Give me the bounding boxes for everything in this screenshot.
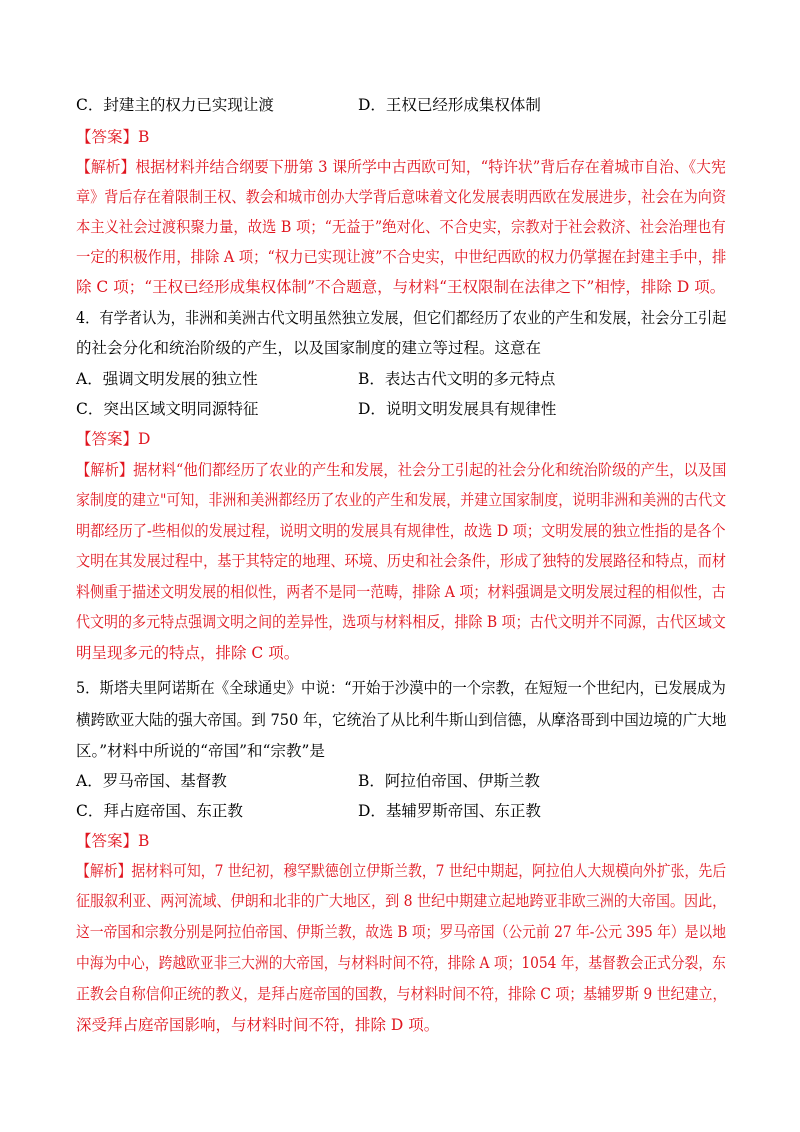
q5-option-b: B．阿拉伯帝国、伊斯兰教 — [358, 772, 540, 790]
q4-analysis-line: 家制度的建立"可知，非洲和美洲都经历了农业的产生和发展，并建立国家制度，说明非洲和美洲的古代文 — [76, 491, 727, 509]
q5-analysis-line: 中海为中心，跨越欧亚非三大洲的大帝国，与材料时间不符，排除 A 项；1054 年，基督教会正式分裂，东 — [76, 954, 726, 972]
q3-analysis-line: 除 C 项；“王权已经形成集权体制”不合题意，与材料“王权限制在法律之下”相悖，排除 D 项。 — [76, 278, 726, 296]
q5-analysis-line: 征服叙利亚、两河流域、伊朗和北非的广大地区，到 8 世纪中期建立起地跨亚非欧三洲的大帝国。因此， — [76, 892, 727, 910]
q4-option-b: B．表达古代文明的多元特点 — [358, 370, 556, 388]
q4-options-row-ab — [76, 368, 726, 390]
q5-stem-line: 横跨欧亚大陆的强大帝国。到 750 年，它统治了从比利牛斯山到信德，从摩洛哥到中国边境的广大地 — [76, 711, 727, 729]
q4-stem-line: 4．有学者认为，非洲和美洲古代文明虽然独立发展，但它们都经历了农业的产生和发展，社会分工引起 — [76, 309, 727, 327]
q4-options-row-cd — [76, 398, 726, 420]
q3-analysis-line: 本主义社会过渡积聚力量，故选 B 项；“无益于”绝对化、不合史实，宗教对于社会救济、社会治理也有 — [76, 218, 726, 236]
q5-option-a: A．罗马帝国、基督教 — [76, 772, 227, 790]
q4-analysis-line: 明呈现多元的特点，排除 C 项。 — [76, 644, 300, 662]
q5-options-row-ab — [76, 770, 726, 792]
q5-options-row-cd — [76, 800, 726, 822]
q5-stem-line: 区。”材料中所说的“帝国”和“宗教”是 — [76, 742, 325, 760]
q4-analysis-line: 文明在其发展过程中，基于其特定的地理、环境、历史和社会条件，形成了独特的发展路径和特点，而材 — [76, 552, 727, 570]
q3-options-row-cd — [76, 94, 726, 116]
q4-answer: 【答案】D — [76, 430, 151, 448]
q5-analysis-line: 深受拜占庭帝国影响，与材料时间不符，排除 D 项。 — [76, 1016, 440, 1034]
q4-analysis-line: 明都经历了-些相似的发展过程，说明文明的发展具有规律性，故选 D 项；文明发展的独立性指的是各个 — [76, 522, 726, 540]
q4-option-a: A．强调文明发展的独立性 — [76, 370, 258, 388]
q4-analysis-line: 代文明的多元特点强调文明之间的差异性，选项与材料相反，排除 B 项；古代文明并不同源，古代区域文 — [76, 613, 726, 631]
q3-analysis-line: 【解析】根据材料并结合纲要下册第 3 课所学中古西欧可知，“特许状”背后存在着城市自治、《大宪 — [76, 158, 726, 176]
q3-analysis-line: 章》背后存在着限制王权、教会和城市创办大学背后意味着文化发展表明西欧在发展进步，社会在为向资 — [76, 188, 727, 206]
q4-stem-line: 的社会分化和统治阶级的产生，以及国家制度的建立等过程。这意在 — [76, 339, 542, 357]
q5-option-c: C．拜占庭帝国、东正教 — [76, 802, 243, 820]
q5-analysis-line: 正教会自称信仰正统的教义，是拜占庭帝国的国教，与材料时间不符，排除 C 项；基辅罗斯 9 世纪建立， — [76, 985, 727, 1003]
q3-option-d: D．王权已经形成集权体制 — [358, 96, 541, 114]
q5-answer: 【答案】B — [76, 832, 150, 850]
q4-analysis-line: 料侧重于描述文明发展的相似性，两者不是同一范畴，排除 A 项；材料强调是文明发展过程的相似性，古 — [76, 583, 726, 601]
q3-analysis-line: 一定的积极作用，排除 A 项；“权力已实现让渡”不合史实，中世纪西欧的权力仍掌握在封建主手中，排 — [76, 248, 727, 266]
q3-answer: 【答案】B — [76, 128, 150, 146]
q5-option-d: D．基辅罗斯帝国、东正教 — [358, 802, 541, 820]
q4-option-c: C．突出区域文明同源特征 — [76, 400, 259, 418]
q5-analysis-line: 这一帝国和宗教分别是阿拉伯帝国、伊斯兰教，故选 B 项；罗马帝国（公元前 27 年-公元 395 年）是以地 — [76, 923, 727, 941]
q4-option-d: D．说明文明发展具有规律性 — [358, 400, 557, 418]
q5-stem-line: 5．斯塔夫里阿诺斯在《全球通史》中说：“开始于沙漠中的一个宗教，在短短一个世纪内，已发展成为 — [76, 679, 726, 697]
q3-option-c: C．封建主的权力已实现让渡 — [76, 96, 274, 114]
q5-analysis-line: 【解析】据材料可知，7 世纪初，穆罕默德创立伊斯兰教，7 世纪中期起，阿拉伯人大规模向外扩张，先后 — [76, 862, 727, 880]
q4-analysis-line: 【解析】据材料“他们都经历了农业的产生和发展，社会分工引起的社会分化和统治阶级的产生，以及国 — [76, 461, 727, 479]
